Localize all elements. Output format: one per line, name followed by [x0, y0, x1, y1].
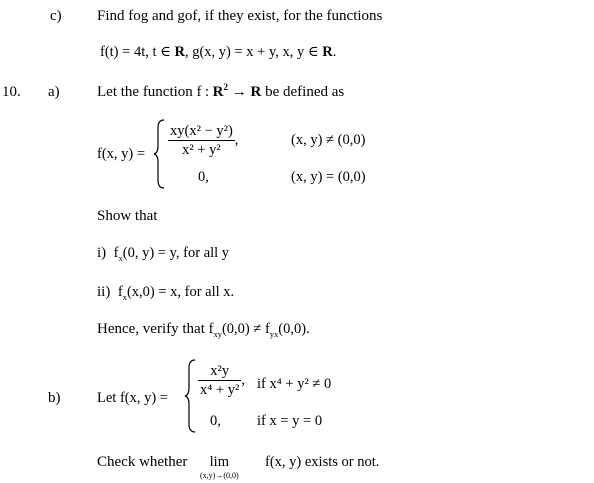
case1-numerator: xy(x² − y²): [170, 123, 233, 139]
check-whether: Check whether: [97, 454, 188, 470]
question-c-label: c): [50, 8, 62, 24]
reals-symbol: R: [174, 44, 185, 60]
function-b-lhs: Let f(x, y) =: [97, 390, 168, 406]
question-number: 10.: [2, 84, 21, 100]
b-case1-denominator: x⁴ + y²: [200, 381, 240, 398]
question-a-intro: Let the function f : $R^2 \to R$ be defined as: [97, 82, 345, 100]
reals-symbol: R: [322, 44, 333, 60]
case2-value: 0,: [198, 169, 209, 185]
case1-denominator: x² + y²: [182, 141, 221, 158]
left-brace-icon: [152, 118, 166, 190]
left-brace-icon: [183, 358, 197, 434]
case1-comma: ,: [234, 131, 239, 148]
case1-fraction: [168, 124, 238, 157]
function-lhs: f(x, y) =: [97, 146, 146, 162]
question-c-functions: f(t) = 4t, t ∈ R, g(x, y) = x + y, x, y ∈ R.: [100, 44, 337, 60]
b-case1-comma: ,: [241, 371, 245, 388]
b-case1-fraction: [198, 364, 245, 397]
part-i: i) $f_x(0$, y) = y, for all y: [97, 245, 230, 263]
case1-condition: (x, y) ≠ (0,0): [291, 132, 366, 148]
show-that: Show that: [97, 208, 158, 224]
case2-condition: (x, y) = (0,0): [291, 169, 366, 185]
b-case1-condition: if x⁴ + y² ≠ 0: [257, 376, 332, 392]
b-case2-value: 0,: [210, 413, 221, 429]
limit-expression: [200, 455, 239, 480]
lim-word: lim: [209, 454, 229, 470]
question-b-label: b): [48, 390, 61, 406]
part-ii: ii) $f_x(x,0) = x$, for all x.: [97, 284, 235, 302]
check-end: f(x, y) exists or not.: [265, 454, 380, 470]
question-c-text: Find fog and gof, if they exist, for the functions: [97, 8, 383, 24]
b-case2-condition: if x = y = 0: [257, 413, 323, 429]
b-case1-numerator: x²y: [198, 364, 241, 381]
lim-subscript: (x,y)→(0,0): [200, 470, 239, 480]
hence-verify: Hence, verify that $f_{xy}(0,0) \ne f_{yx}(0,0)$.: [97, 321, 310, 339]
question-a-label: a): [48, 84, 60, 100]
